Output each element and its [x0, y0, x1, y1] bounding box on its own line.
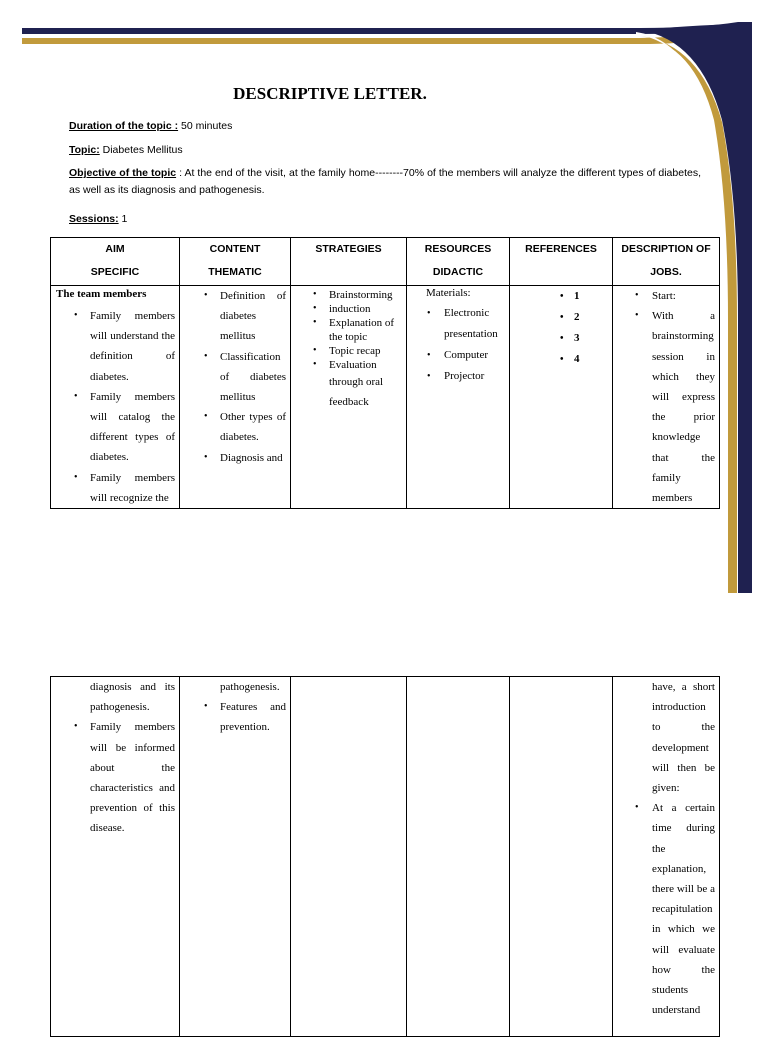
- aim-heading: The team members: [56, 288, 147, 300]
- duration-label: Duration of the topic :: [69, 120, 179, 132]
- sessions-label: Sessions:: [69, 213, 119, 225]
- description-item: • With a brainstorming session in which they will express the prior knowledge that the family members: [613, 306, 719, 508]
- topic-line: [69, 142, 183, 159]
- strategy-item: • Evaluation: [291, 358, 406, 372]
- header-aim: AIM SPECIFIC: [51, 238, 180, 286]
- description-cell: [613, 286, 720, 509]
- table-row: [51, 677, 720, 1037]
- description-cell-continued: [613, 677, 720, 1037]
- content-item: • Other types of diabetes.: [180, 407, 290, 447]
- resource-item: • Computer: [407, 345, 509, 366]
- objective-paragraph: [69, 165, 701, 199]
- aim-cell-continued: [51, 677, 180, 1037]
- aim-item: • Family members will recognize the: [51, 468, 179, 508]
- strategy-continuation: through oral feedback: [329, 376, 384, 408]
- resources-cell: [407, 286, 510, 509]
- objective-label: Objective of the topic: [69, 167, 177, 179]
- description-item: • At a certain time during the explanation, there will be a recapitulation in which we will evaluate how the students understand: [613, 798, 719, 1020]
- strategy-item: • induction: [291, 302, 406, 316]
- reference-item: • 3: [510, 328, 612, 349]
- content-item: • Classification of diabetes mellitus: [180, 347, 290, 408]
- description-continuation: have, a short introduction to the development will then be given:: [652, 681, 715, 795]
- table-header-row: [51, 238, 720, 286]
- topic-label: Topic:: [69, 144, 100, 156]
- header-strategies: STRATEGIES: [291, 238, 407, 286]
- objective-value: : At the end of the visit, at the family home--------70% of the members will analyze the different types of diabetes, as well as its diagnosis and pathogenesis.: [69, 167, 701, 196]
- strategies-cell-continued: [291, 677, 407, 1037]
- content-item: • Definition of diabetes mellitus: [180, 286, 290, 347]
- aim-item: • Family members will catalog the different types of diabetes.: [51, 387, 179, 468]
- aim-cell: [51, 286, 180, 509]
- reference-item: • 4: [510, 349, 612, 370]
- lesson-plan-table: [50, 237, 720, 509]
- header-content: CONTENT THEMATIC: [180, 238, 291, 286]
- content-item: • Diagnosis and: [180, 448, 290, 468]
- resource-item: • Projector: [407, 366, 509, 387]
- resources-cell-continued: [407, 677, 510, 1037]
- reference-item: • 1: [510, 286, 612, 307]
- document-title: DESCRIPTIVE LETTER.: [233, 84, 427, 103]
- resources-heading: Materials:: [426, 287, 471, 299]
- strategy-item: • Brainstorming: [291, 288, 406, 302]
- strategy-item: • Topic recap: [291, 344, 406, 358]
- sessions-line: [69, 211, 127, 228]
- aim-item: • Family members will be informed about the characteristics and prevention of this disease.: [51, 717, 179, 838]
- content-item: • Features and prevention.: [180, 697, 290, 737]
- header-description: DESCRIPTION OF JOBS.: [613, 238, 720, 286]
- resource-item: • Electronic presentation: [407, 303, 509, 345]
- content-cell-continued: [180, 677, 291, 1037]
- header-references: REFERENCES: [510, 238, 613, 286]
- lesson-plan-table-continued: [50, 676, 720, 1037]
- description-item: • Start:: [613, 286, 719, 306]
- duration-line: [69, 118, 232, 135]
- references-cell-continued: [510, 677, 613, 1037]
- table-row: [51, 286, 720, 509]
- content-continuation: pathogenesis.: [220, 681, 280, 693]
- content-cell: [180, 286, 291, 509]
- header-resources: RESOURCES DIDACTIC: [407, 238, 510, 286]
- aim-continuation: diagnosis and its pathogenesis.: [90, 681, 175, 714]
- topic-value: Diabetes Mellitus: [99, 144, 183, 156]
- reference-item: • 2: [510, 307, 612, 328]
- aim-item: • Family members will understand the definition of diabetes.: [51, 306, 179, 387]
- duration-value: 50 minutes: [178, 120, 233, 132]
- references-cell: [510, 286, 613, 509]
- strategies-cell: [291, 286, 407, 509]
- strategy-item: • Explanation of the topic: [291, 316, 406, 344]
- sessions-value: 1: [118, 213, 128, 225]
